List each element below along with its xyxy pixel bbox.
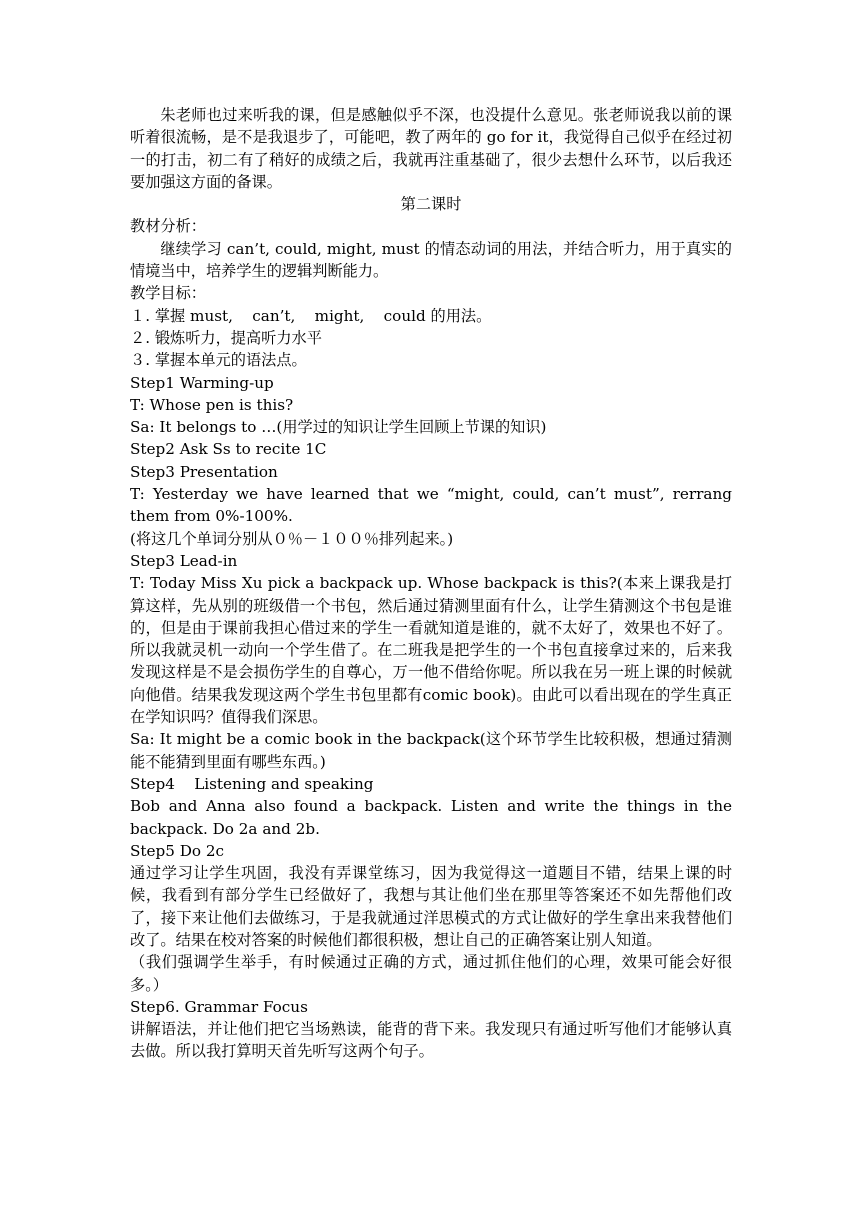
note-line: (将这几个单词分别从０％－１００％排列起来。): [130, 529, 454, 548]
dialogue-line: T: Whose pen is this?: [130, 395, 294, 414]
practice-reflection-paragraph: 通过学习让学生巩固，我没有弄课堂练习，因为我觉得这一道题目不错，结果上课的时候，我看到有部分学生已经做好了，我想与其让他们坐在那里等答案还不如先帮他们改了，接下来让他们去做练习，于是我就通过洋思模式的方式让做好的学生拿出来我替他们改了。结果在校对答案的时候他们都很积极，想让自己的正确答案让别人知道。: [130, 864, 732, 949]
dialogue-line: T: Yesterday we have learned that we “might, could, can’t must”, rerrang them from 0%-100%.: [130, 485, 732, 526]
section-heading: 第二课时: [400, 195, 462, 214]
step-heading: Step1 Warming-up: [130, 373, 274, 392]
goal-item: ３. 掌握本单元的语法点。: [130, 351, 307, 370]
step-heading: Step2 Ask Ss to recite 1C: [130, 440, 327, 459]
dialogue-line: Sa: It belongs to …(用学过的知识让学生回顾上节课的知识): [130, 418, 547, 437]
dialogue-line: Sa: It might be a comic book in the backpack(这个环节学生比较积极，想通过猜测能不能猜到里面有哪些东西。): [130, 730, 732, 771]
step-heading: Step6. Grammar Focus: [130, 997, 308, 1016]
goal-item: ２. 锻炼听力，提高听力水平: [130, 328, 322, 347]
step-heading: Step3 Lead-in: [130, 551, 238, 570]
goal-item: １. 掌握 must, can’t, might, could 的用法。: [130, 306, 492, 325]
textbook-analysis-heading: 教材分析：: [130, 217, 206, 236]
step-heading: Step5 Do 2c: [130, 841, 225, 860]
step-heading: Step4 Listening and speaking: [130, 774, 374, 793]
lead-in-paragraph: T: Today Miss Xu pick a backpack up. Whose backpack is this?(本来上课我是打算这样，先从别的班级借一个书包，然后通过猜测里面有什么，让学生猜测这个书包是谁的，但是由于课前我担心借过来的学生一看就知道是谁的，就不太好了，效果也不好了。所以我就灵机一动向一个学生借了。在二班我是把学生的一个书包直接拿过来的，后来我发现这样是不是会损伤学生的自尊心，万一他不借给你呢。所以我在另一班上课的时候就向他借。结果我发现这两个学生书包里都有comic book)。由此可以看出现在的学生真正在学知识吗？值得我们深思。: [130, 574, 732, 727]
teaching-goals-heading: 教学目标：: [130, 284, 206, 303]
step-heading: Step3 Presentation: [130, 462, 278, 481]
instruction-paragraph: Bob and Anna also found a backpack. Listen and write the things in the backpack. Do 2a and 2b.: [130, 797, 732, 838]
document-page: [130, 104, 732, 1063]
grammar-paragraph: 讲解语法，并让他们把它当场熟读，能背的背下来。我发现只有通过听写他们才能够认真去做。所以我打算明天首先听写这两个句子。: [130, 1020, 732, 1061]
textbook-analysis-paragraph: 继续学习 can’t, could, might, must 的情态动词的用法，并结合听力，用于真实的情境当中，培养学生的逻辑判断能力。: [130, 239, 732, 281]
note-paragraph: （我们强调学生举手，有时候通过正确的方式，通过抓住他们的心理，效果可能会好很多。）: [130, 953, 732, 994]
reflection-paragraph: 朱老师也过来听我的课，但是感触似乎不深，也没提什么意见。张老师说我以前的课听着很流畅，是不是我退步了，可能吧，教了两年的 go for it，我觉得自己似乎在经过初一的打击，初二有了稍好的成绩之后，我就再注重基础了，很少去想什么环节，以后我还要加强这方面的备课。: [130, 106, 732, 191]
